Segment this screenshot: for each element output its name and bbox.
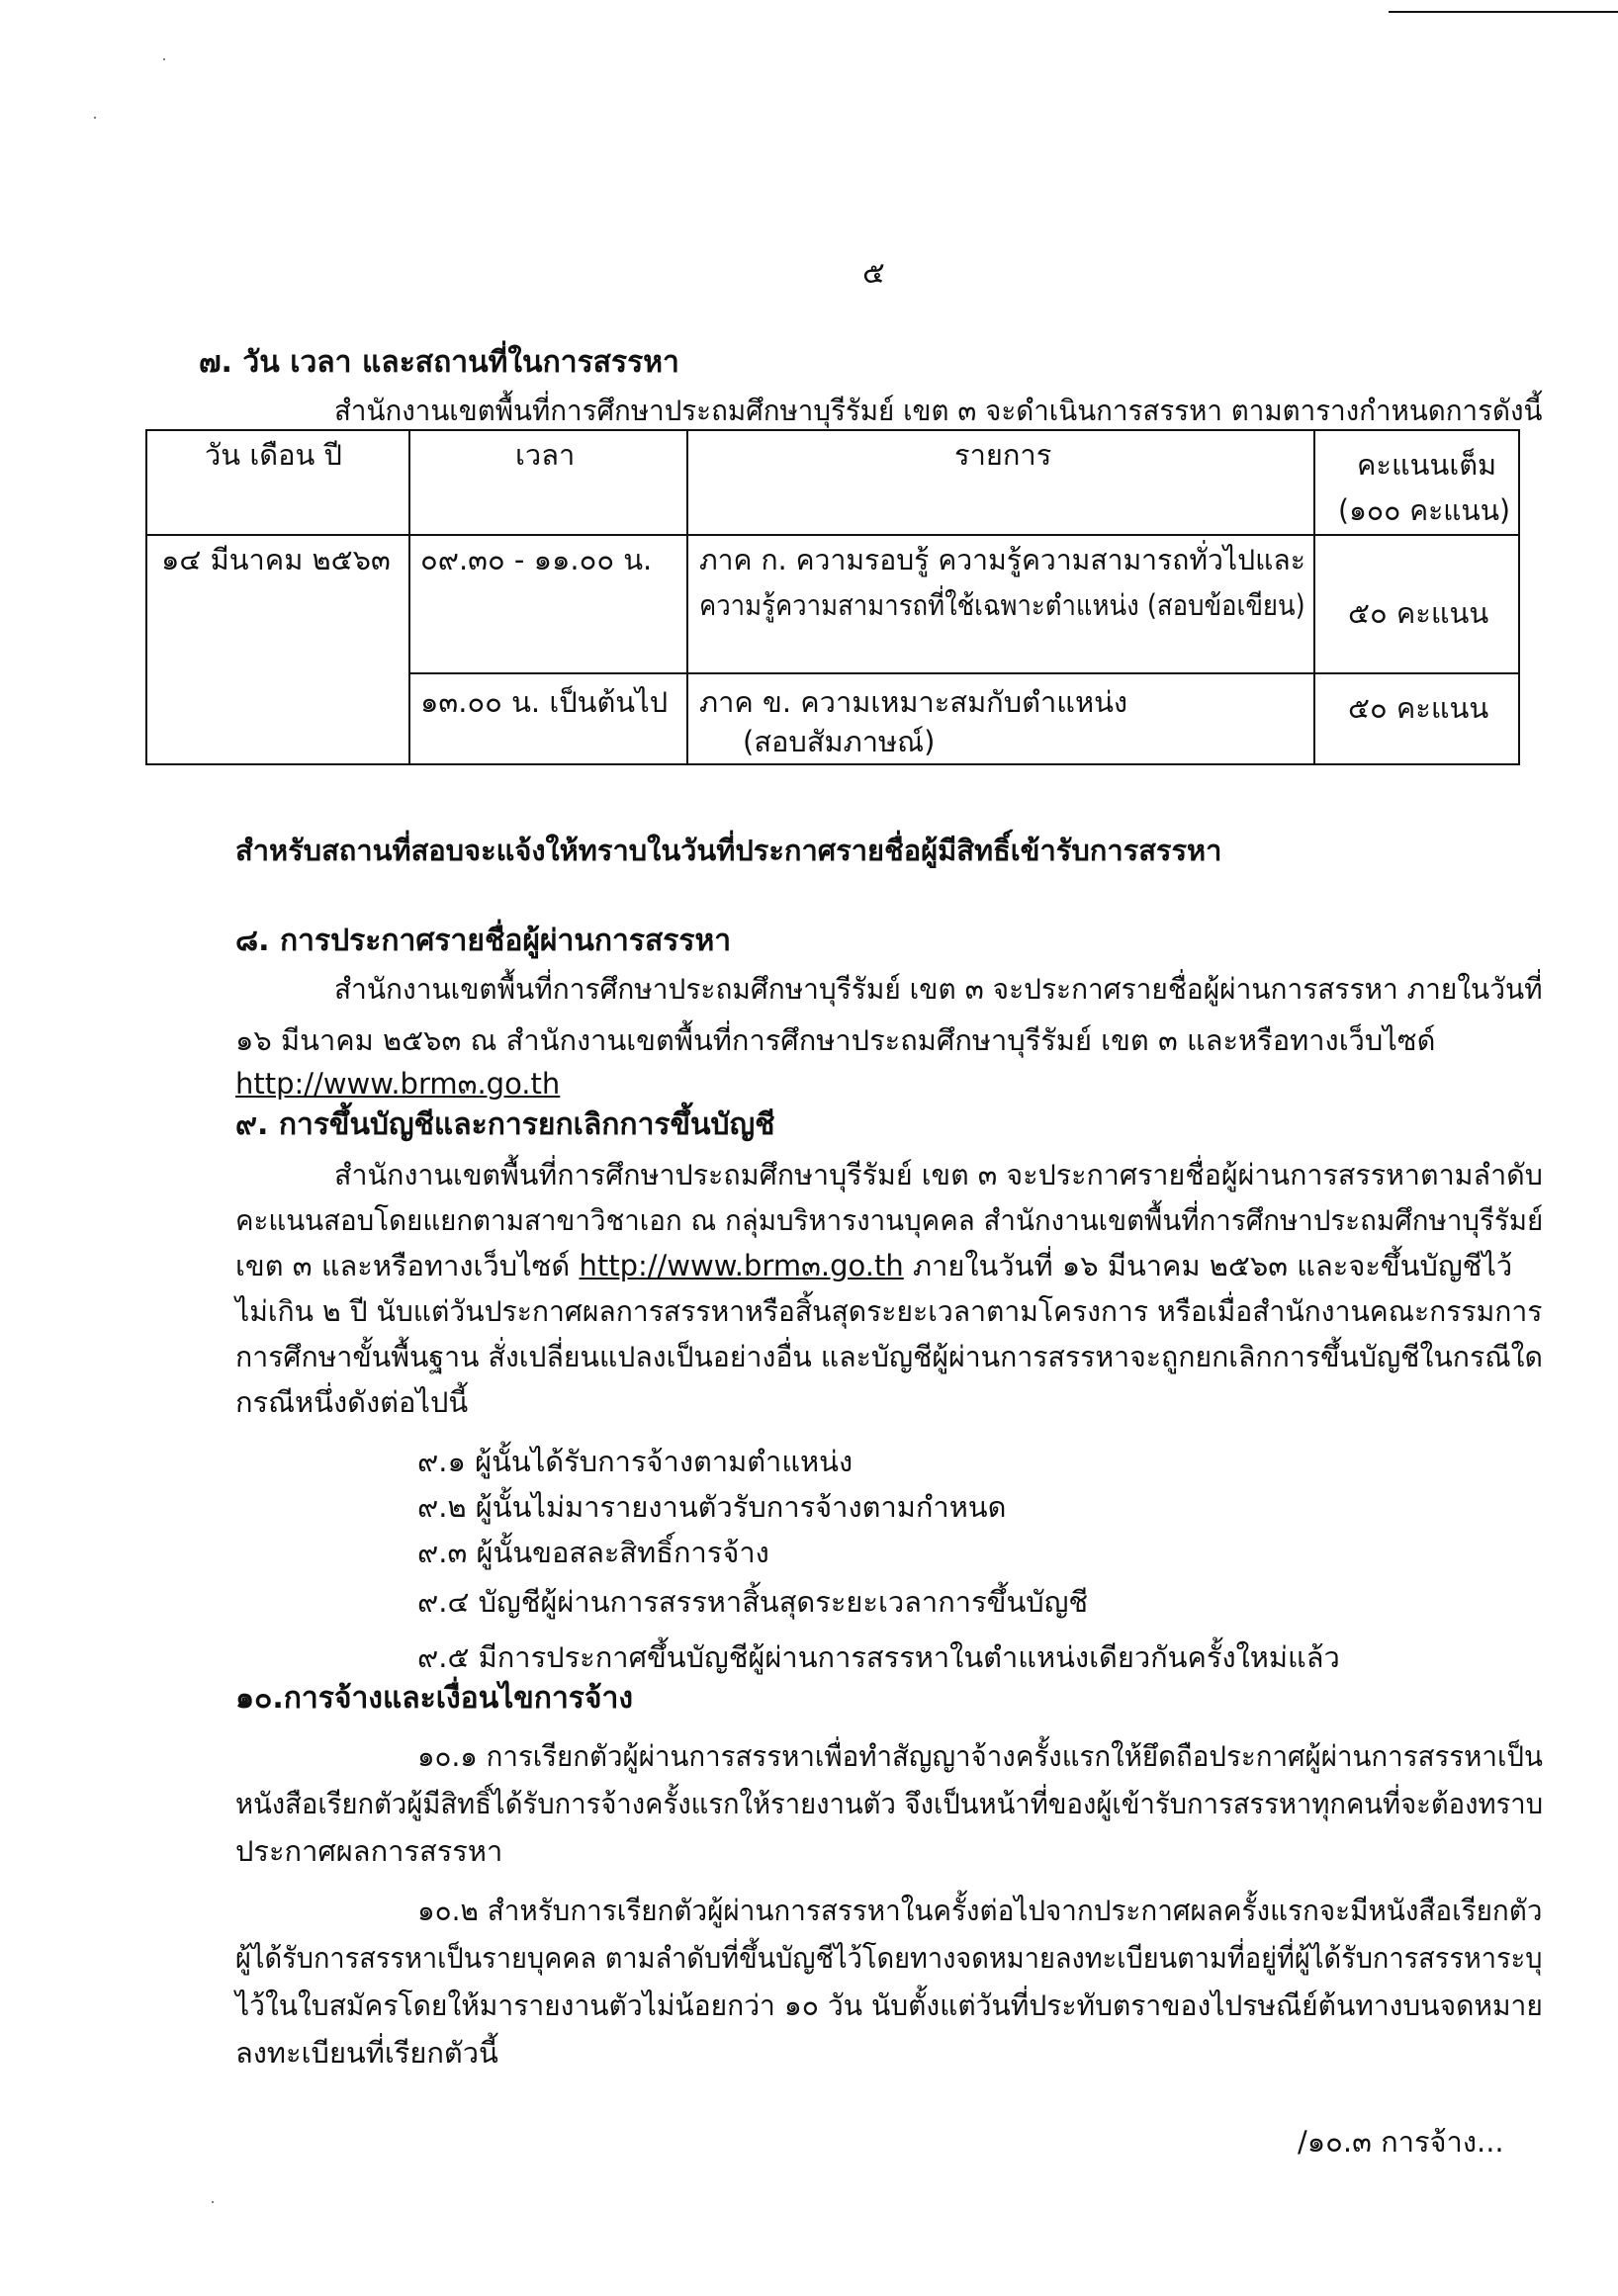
list-item: ๙.๔ บัญชีผู้ผ่านการสรรหาสิ้นสุดระยะเวลาการขึ้นบัญชี xyxy=(417,1585,1089,1619)
table-header-item: รายการ xyxy=(954,438,1052,472)
section-9-line-4: ไม่เกิน ๒ ปี นับแต่วันประกาศผลการสรรหาหรือสิ้นสุดระยะเวลาตามโครงการ หรือเมื่อสำนักงานคณะกรรมการ xyxy=(235,1294,1543,1328)
continuation-note: /๑๐.๓ การจ้าง... xyxy=(1298,2125,1504,2159)
section-9-line-3-text: เขต ๓ และหรือทางเว็บไซด์ xyxy=(235,1249,580,1282)
section-9-line-3-date: ภายในวันที่ ๑๖ มีนาคม ๒๕๖๓ และจะขึ้นบัญชีไว้ xyxy=(903,1249,1513,1282)
table-cell-score-2: ๕๐ คะแนน xyxy=(1348,691,1489,725)
list-item: ๙.๕ มีการประกาศขึ้นบัญชีผู้ผ่านการสรรหาในตำแหน่งเดียวกันครั้งใหม่แล้ว xyxy=(417,1640,1340,1674)
section-9-line-3 xyxy=(235,1246,1512,1285)
table-header-score-total: (๑๐๐ คะแนน) xyxy=(1338,493,1510,527)
table-header-score: คะแนนเต็ม xyxy=(1357,448,1497,482)
table-cell-time-2: ๑๓.๐๐ น. เป็นต้นไป xyxy=(420,685,669,719)
section-9-line-1: สำนักงานเขตพื้นที่การศึกษาประถมศึกษาบุรีรัมย์ เขต ๓ จะประกาศรายชื่อผู้ผ่านการสรรหาตามลำดับ xyxy=(334,1158,1543,1192)
table-cell-date: ๑๔ มีนาคม ๒๕๖๓ xyxy=(161,543,391,576)
section-10-p2-line-2: ผู้ได้รับการสรรหาเป็นรายบุคคล ตามลำดับที่ขึ้นบัญชีไว้โดยทางจดหมายลงทะเบียนตามที่อยู่ที่ผู้ได้รับการสรรหาระบุ xyxy=(235,1941,1543,1975)
scan-speck xyxy=(163,58,165,60)
page-number: ๕ xyxy=(862,256,885,291)
list-item: ๙.๑ ผู้นั้นได้รับการจ้างตามตำแหน่ง xyxy=(417,1445,854,1478)
table-cell-time-1: ๐๙.๓๐ - ๑๑.๐๐ น. xyxy=(420,543,653,576)
schedule-table xyxy=(145,429,1520,765)
table-cell-item-1-line-2: ความรู้ความสามารถที่ใช้เฉพาะตำแหน่ง (สอบข้อเขียน) xyxy=(699,588,1305,622)
table-cell-item-1-line-1: ภาค ก. ความรอบรู้ ความรู้ความสามารถทั่วไปและ xyxy=(699,543,1305,576)
section-8-line-1: สำนักงานเขตพื้นที่การศึกษาประถมศึกษาบุรีรัมย์ เขต ๓ จะประกาศรายชื่อผู้ผ่านการสรรหา ภายในวันที่ xyxy=(334,972,1543,1006)
section-8-heading: ๘. การประกาศรายชื่อผู้ผ่านการสรรหา xyxy=(235,924,732,958)
section-9-website-link[interactable]: http://www.brm๓.go.th xyxy=(579,1249,904,1282)
table-cell-item-2-line-2: (สอบสัมภาษณ์) xyxy=(743,725,936,758)
section-10-p2-line-3: ไว้ในใบสมัครโดยให้มารายงานตัวไม่น้อยกว่า ๑๐ วัน นับตั้งแต่วันที่ประทับตราของไปรษณีย์ต้นทางบนจดหมาย xyxy=(235,1988,1543,2022)
section-9-line-2: คะแนนสอบโดยแยกตามสาขาวิชาเอก ณ กลุ่มบริหารงานบุคคล สำนักงานเขตพื้นที่การศึกษาประถมศึกษาบุรีรัมย์ xyxy=(235,1203,1544,1237)
section-9-line-5: การศึกษาขั้นพื้นฐาน สั่งเปลี่ยนแปลงเป็นอย่างอื่น และบัญชีผู้ผ่านการสรรหาจะถูกยกเลิกการขึ้นบัญชีในกรณีใด xyxy=(235,1340,1543,1373)
top-edge-rule xyxy=(1389,11,1618,13)
section-10-p2-line-1: ๑๐.๒ สำหรับการเรียกตัวผู้ผ่านการสรรหาในครั้งต่อไปจากประกาศผลครั้งแรกจะมีหนังสือเรียกตัว xyxy=(417,1894,1543,1927)
table-cell-item-2-line-1: ภาค ข. ความเหมาะสมกับตำแหน่ง xyxy=(699,685,1128,719)
section-9-heading: ๙. การขึ้นบัญชีและการยกเลิกการขึ้นบัญชี xyxy=(235,1107,775,1142)
section-10-p2-line-4: ลงทะเบียนที่เรียกตัวนี้ xyxy=(235,2036,498,2070)
section-7-intro: สำนักงานเขตพื้นที่การศึกษาประถมศึกษาบุรีรัมย์ เขต ๓ จะดำเนินการสรรหา ตามตารางกำหนดการดังนี้ xyxy=(334,394,1543,427)
section-10-p1-line-3: ประกาศผลการสรรหา xyxy=(235,1834,503,1868)
scan-speck xyxy=(94,117,96,119)
table-header-date: วัน เดือน ปี xyxy=(205,438,342,472)
section-8-line-2: ๑๖ มีนาคม ๒๕๖๓ ณ สำนักงานเขตพื้นที่การศึกษาประถมศึกษาบุรีรัมย์ เขต ๓ และหรือทางเว็บไซด์ xyxy=(235,1023,1436,1057)
section-10-p1-line-2: หนังสือเรียกตัวผู้มีสิทธิ์ได้รับการจ้างครั้งแรกให้รายงานตัว จึงเป็นหน้าที่ของผู้เข้ารับการสรรหาทุกคนที่จะต้องทราบ xyxy=(235,1787,1544,1820)
section-7-heading: ๗. วัน เวลา และสถานที่ในการสรรหา xyxy=(199,345,679,380)
section-8-website-link[interactable]: http://www.brm๓.go.th xyxy=(235,1067,561,1101)
section-10-heading: ๑๐.การจ้างและเงื่อนไขการจ้าง xyxy=(235,1681,633,1716)
table-header-time: เวลา xyxy=(515,438,576,472)
list-item: ๙.๓ ผู้นั้นขอสละสิทธิ์การจ้าง xyxy=(417,1536,769,1569)
table-cell-score-1: ๕๐ คะแนน xyxy=(1348,596,1489,630)
section-9-line-6: กรณีหนึ่งดังต่อไปนี้ xyxy=(235,1385,469,1419)
section-10-p1-line-1: ๑๐.๑ การเรียกตัวผู้ผ่านการสรรหาเพื่อทำสัญญาจ้างครั้งแรกให้ยึดถือประกาศผู้ผ่านการสรรหาเป็น xyxy=(417,1739,1543,1773)
list-item: ๙.๒ ผู้นั้นไม่มารายงานตัวรับการจ้างตามกำหนด xyxy=(417,1490,1007,1524)
venue-note: สำหรับสถานที่สอบจะแจ้งให้ทราบในวันที่ประกาศรายชื่อผู้มีสิทธิ์เข้ารับการสรรหา xyxy=(235,834,1222,867)
scan-speck xyxy=(212,2201,214,2203)
